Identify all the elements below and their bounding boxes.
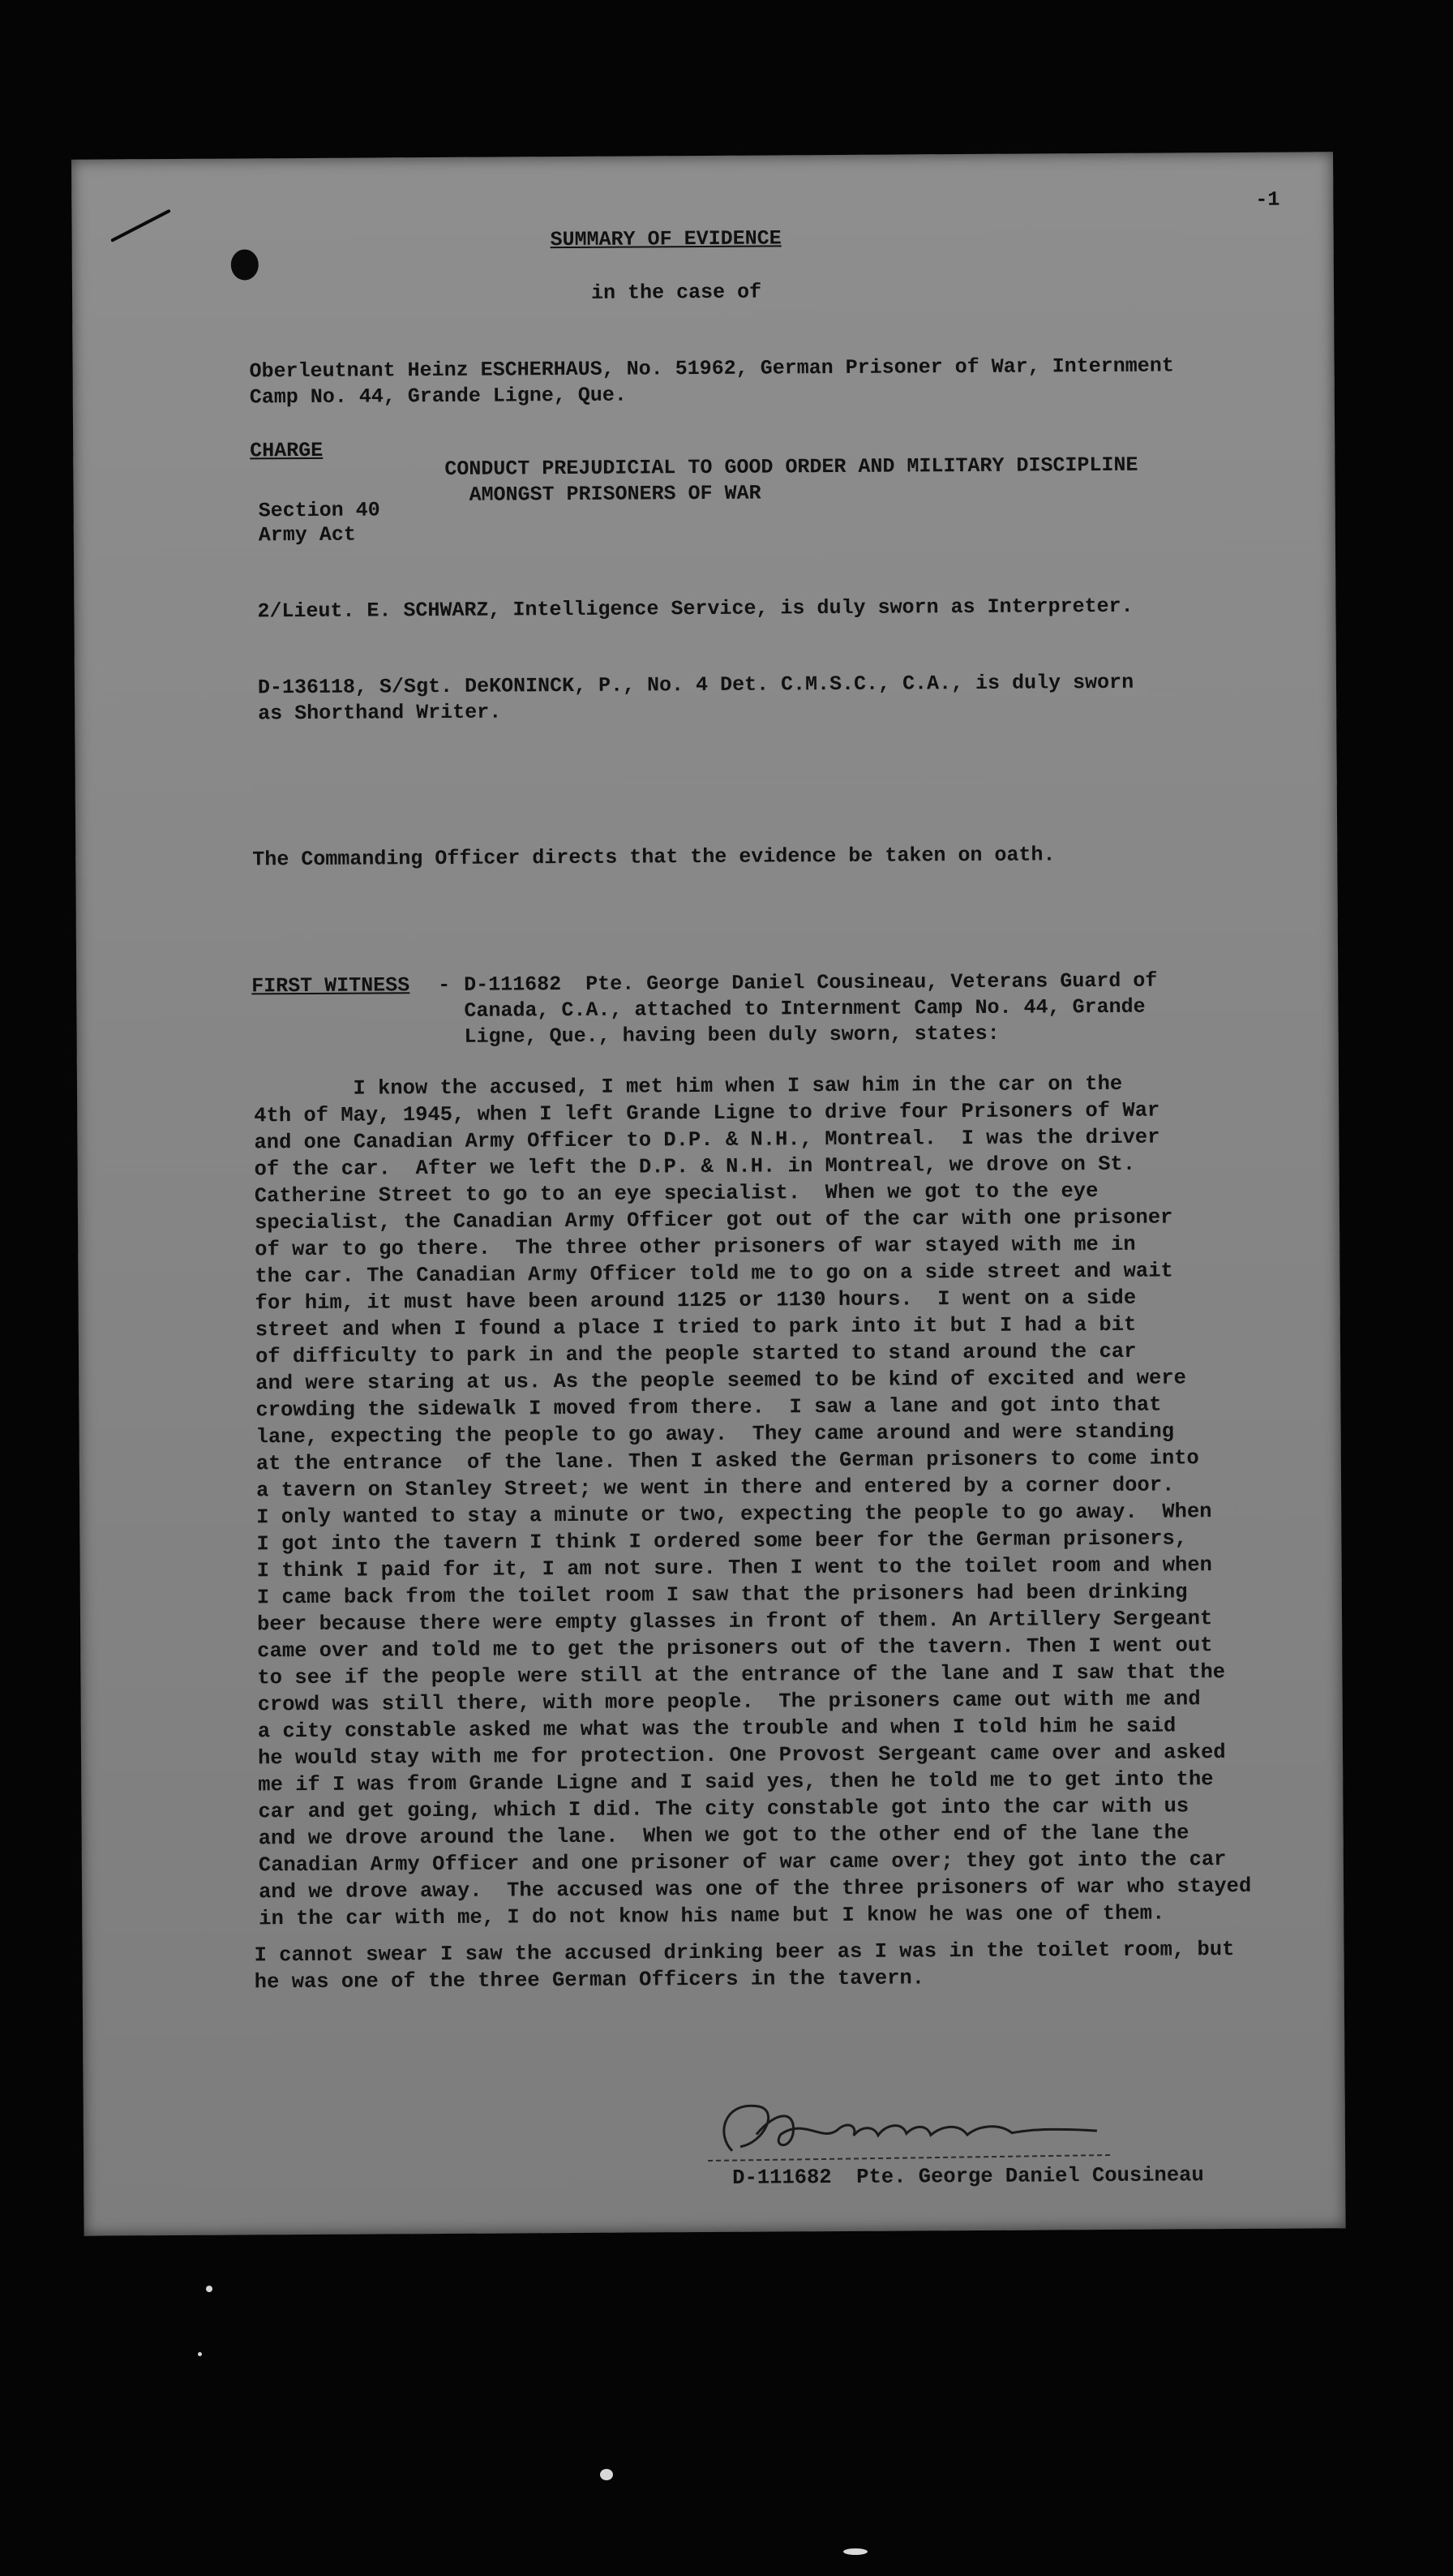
writer-line-1: D-136118, S/Sgt. DeKONINCK, P., No. 4 Det. C.M.S.C., C.A., is duly sworn xyxy=(257,670,1134,700)
page-number: -1 xyxy=(1255,187,1280,212)
testimony-line: and one Canadian Army Officer to D.P. & N.H., Montreal. I was the driver xyxy=(254,1125,1160,1155)
testimony-line: the car. The Canadian Army Officer told me to go on a side street and wait xyxy=(255,1259,1173,1289)
testimony-line: beer because there were empty glasses in front of them. An Artillery Sergeant xyxy=(256,1607,1213,1637)
testimony-line: of war to go there. The three other prisoners of war stayed with me in xyxy=(255,1232,1136,1262)
testimony-line: I came back from the toilet room I saw that the prisoners had been drinking xyxy=(256,1580,1188,1610)
subheading: in the case of xyxy=(590,280,762,305)
closing-line-2: he was one of the three German Officers in the tavern. xyxy=(254,1966,925,1994)
pen-stroke xyxy=(110,209,171,243)
testimony-line: I know the accused, I met him when I saw him in the car on the xyxy=(253,1071,1123,1101)
section-line-1: Section 40 xyxy=(258,498,380,523)
testimony-line: crowd was still there, with more people. The prisoners came out with me and xyxy=(257,1687,1201,1717)
testimony-line: crowding the sidewalk I moved from there. I saw a lane and got into that xyxy=(255,1393,1162,1423)
testimony-line: at the entrance of the lane. Then I asked the German prisoners to come into xyxy=(255,1446,1199,1476)
film-speck xyxy=(206,2286,212,2292)
signature xyxy=(700,2084,1122,2175)
witness-label: FIRST WITNESS xyxy=(251,973,410,998)
testimony-line: car and get going, which I did. The city constable got into the car with us xyxy=(258,1794,1189,1824)
testimony-line: and we drove around the lane. When we got to the other end of the lane the xyxy=(258,1821,1189,1851)
testimony-line: came over and told me to get the prisoners out of the tavern. Then I went out xyxy=(257,1634,1213,1664)
testimony-line: 4th of May, 1945, when I left Grande Ligne to drive four Prisoners of War xyxy=(254,1098,1160,1128)
testimony-line: lane, expecting the people to go away. They came around and were standing xyxy=(255,1419,1175,1449)
testimony-line: I only wanted to stay a minute or two, expecting the people to go away. When xyxy=(256,1500,1212,1530)
testimony-line: I got into the tavern I think I ordered some beer for the German prisoners, xyxy=(256,1526,1188,1556)
closing-line-1: I cannot swear I saw the accused drinking beer as I was in the toilet room, but xyxy=(254,1938,1235,1968)
charge-label: CHARGE xyxy=(250,438,324,463)
testimony-line: Canadian Army Officer and one prisoner of war came over; they got into the car xyxy=(258,1848,1227,1878)
charge-text-line-2: AMONGST PRISONERS OF WAR xyxy=(469,481,761,507)
oath-line: The Commanding Officer directs that the evidence be taken on oath. xyxy=(252,843,1056,872)
testimony-line: a city constable asked me what was the trouble and when I told him he said xyxy=(257,1714,1177,1744)
testimony-line: a tavern on Stanley Street; we went in there and entered by a corner door. xyxy=(255,1473,1175,1503)
testimony-line: specialist, the Canadian Army Officer got out of the car with one prisoner xyxy=(254,1205,1173,1235)
testimony-line: for him, it must have been around 1125 or 1130 hours. I went on a side xyxy=(255,1286,1137,1316)
witness-dash: - xyxy=(438,972,451,998)
testimony-line: of difficulty to park in and the people started to stand around the car xyxy=(255,1339,1137,1369)
writer-line-2: as Shorthand Writer. xyxy=(258,700,502,726)
testimony-line: he would stay with me for protection. One Provost Sergeant came over and asked xyxy=(257,1741,1226,1771)
accused-line-2: Camp No. 44, Grande Ligne, Que. xyxy=(249,383,627,410)
testimony-line: and were staring at us. As the people seemed to be kind of excited and were xyxy=(255,1366,1186,1396)
film-speck xyxy=(198,2352,202,2356)
testimony-line: and we drove away. The accused was one of the three prisoners of war who stayed xyxy=(258,1874,1252,1904)
testimony-line: I think I paid for it, I am not sure. Then I went to the toilet room and when xyxy=(256,1553,1213,1583)
interpreter-line: 2/Lieut. E. SCHWARZ, Intelligence Service, is duly sworn as Interpreter. xyxy=(257,594,1134,624)
testimony-line: street and when I found a place I tried to park into it but I had a bit xyxy=(255,1312,1137,1342)
witness-line-3: Ligne, Que., having been duly sworn, states: xyxy=(464,1021,1000,1049)
signature-caption: D-111682 Pte. George Daniel Cousineau xyxy=(732,2163,1204,2190)
testimony-line: of the car. After we left the D.P. & N.H. in Montreal, we drove on St. xyxy=(254,1152,1136,1182)
testimony-line: in the car with me, I do not know his name but I know he was one of them. xyxy=(259,1901,1165,1931)
charge-text-line-1: CONDUCT PREJUDICIAL TO GOOD ORDER AND MILITARY DISCIPLINE xyxy=(444,453,1138,481)
accused-line-1: Oberleutnant Heinz ESCHERHAUS, No. 51962, German Prisoner of War, Internment xyxy=(249,354,1174,384)
document-page xyxy=(71,152,1346,2235)
heading: SUMMARY OF EVIDENCE xyxy=(550,226,782,252)
witness-line-2: Canada, C.A., attached to Internment Camp No. 44, Grande xyxy=(464,994,1146,1023)
film-speck xyxy=(843,2548,868,2555)
testimony-line: me if I was from Grande Ligne and I said yes, then he told me to get into the xyxy=(258,1767,1214,1797)
witness-line-1: D-111682 Pte. George Daniel Cousineau, Veterans Guard of xyxy=(464,968,1158,997)
testimony-line: Catherine Street to go to an eye specialist. When we got to the eye xyxy=(254,1179,1099,1209)
film-speck xyxy=(600,2469,613,2480)
section-line-2: Army Act xyxy=(258,522,356,547)
testimony-line: to see if the people were still at the entrance of the lane and I saw that the xyxy=(257,1660,1226,1690)
ink-blot xyxy=(231,249,259,280)
